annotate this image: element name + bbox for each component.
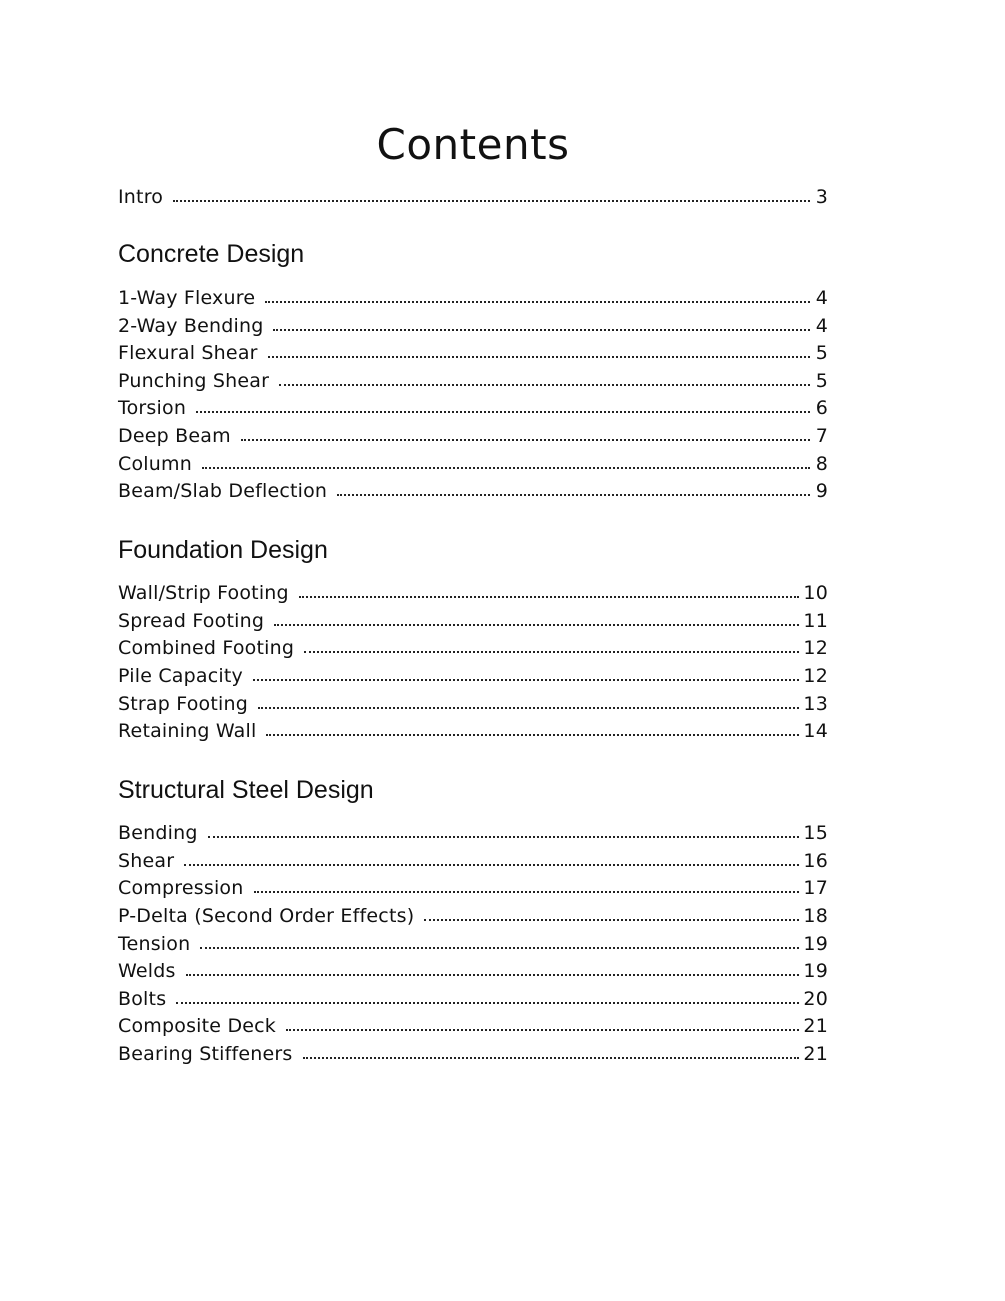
toc-entry-label: Punching Shear — [118, 370, 270, 392]
toc-entry-page: 11 — [803, 610, 828, 632]
dot-leader — [196, 411, 810, 413]
dot-leader — [266, 734, 799, 736]
toc-entry-page: 20 — [803, 988, 828, 1010]
toc-entry-page: 21 — [803, 1015, 828, 1037]
toc-entry-page: 4 — [815, 287, 828, 309]
dot-leader — [274, 624, 799, 626]
toc-entry-page: 12 — [803, 637, 828, 659]
toc-entry[interactable] — [118, 661, 828, 687]
toc-entry[interactable] — [118, 716, 828, 742]
dot-leader — [265, 301, 810, 303]
dot-leader — [268, 356, 810, 358]
toc-entry[interactable] — [118, 578, 828, 604]
dot-leader — [186, 974, 800, 976]
toc-entry[interactable] — [118, 873, 828, 899]
dot-leader — [208, 836, 800, 838]
toc-entry[interactable] — [118, 984, 828, 1010]
toc-entry-label: Shear — [118, 850, 175, 872]
toc-entry-page: 17 — [803, 877, 828, 899]
toc-entry-label: Flexural Shear — [118, 342, 258, 364]
toc-entry-label: Welds — [118, 960, 176, 982]
toc-entry[interactable] — [118, 901, 828, 927]
toc-entry-page: 19 — [803, 960, 828, 982]
toc-entry-label: Deep Beam — [118, 425, 231, 447]
toc-entry-page: 14 — [803, 720, 828, 742]
toc-entry[interactable] — [118, 393, 828, 419]
toc-entry-page: 21 — [803, 1043, 828, 1065]
toc-entry-page: 5 — [815, 370, 828, 392]
section-heading-steel: Structural Steel Design — [118, 776, 374, 804]
toc-entry[interactable] — [118, 1011, 828, 1037]
toc-entry-label: 1-Way Flexure — [118, 287, 256, 309]
dot-leader — [253, 679, 799, 681]
dot-leader — [176, 1002, 799, 1004]
toc-entry-page: 4 — [815, 315, 828, 337]
toc-entry[interactable] — [118, 929, 828, 955]
toc-entry-page: 8 — [815, 453, 828, 475]
page-title: Contents — [376, 120, 570, 169]
toc-entry-label: Column — [118, 453, 192, 475]
toc-entry-label: Composite Deck — [118, 1015, 277, 1037]
toc-entry-label: Bolts — [118, 988, 167, 1010]
toc-entry[interactable] — [118, 338, 828, 364]
toc-entry-label: Bending — [118, 822, 198, 844]
toc-entry-page: 18 — [803, 905, 828, 927]
dot-leader — [258, 707, 799, 709]
dot-leader — [286, 1029, 799, 1031]
toc-entry-page: 19 — [803, 933, 828, 955]
toc-entry-intro[interactable] — [118, 182, 828, 208]
toc-entry-label: Spread Footing — [118, 610, 265, 632]
toc-entry-label: Intro — [118, 186, 164, 208]
toc-entry[interactable] — [118, 846, 828, 872]
toc-entry-label: Pile Capacity — [118, 665, 243, 687]
toc-entry[interactable] — [118, 476, 828, 502]
toc-entry[interactable] — [118, 421, 828, 447]
dot-leader — [200, 947, 799, 949]
toc-entry[interactable] — [118, 311, 828, 337]
toc-entry-label: Torsion — [118, 397, 187, 419]
toc-entry-label: 2-Way Bending — [118, 315, 264, 337]
toc-entry[interactable] — [118, 818, 828, 844]
toc-entry[interactable] — [118, 366, 828, 392]
dot-leader — [241, 439, 810, 441]
dot-leader — [173, 200, 810, 202]
toc-entry[interactable] — [118, 449, 828, 475]
toc-entry-page: 12 — [803, 665, 828, 687]
toc-entry-label: Compression — [118, 877, 244, 899]
toc-entry-label: Bearing Stiffeners — [118, 1043, 293, 1065]
toc-entry-label: Tension — [118, 933, 191, 955]
dot-leader — [202, 467, 810, 469]
toc-entry-page: 3 — [815, 186, 828, 208]
section-heading-foundation: Foundation Design — [118, 536, 328, 564]
toc-entry-label: Beam/Slab Deflection — [118, 480, 328, 502]
dot-leader — [304, 651, 799, 653]
toc-entry-label: Combined Footing — [118, 637, 295, 659]
toc-entry[interactable] — [118, 956, 828, 982]
toc-entry-label: P-Delta (Second Order Effects) — [118, 905, 415, 927]
toc-entry[interactable] — [118, 606, 828, 632]
toc-entry[interactable] — [118, 1039, 828, 1065]
dot-leader — [184, 864, 799, 866]
toc-entry[interactable] — [118, 633, 828, 659]
toc-entry-page: 7 — [815, 425, 828, 447]
toc-entry-label: Retaining Wall — [118, 720, 257, 742]
toc-entry-label: Strap Footing — [118, 693, 248, 715]
toc-entry-page: 9 — [815, 480, 828, 502]
toc-entry-page: 5 — [815, 342, 828, 364]
dot-leader — [424, 919, 799, 921]
dot-leader — [303, 1057, 800, 1059]
toc-entry[interactable] — [118, 283, 828, 309]
toc-entry-page: 6 — [815, 397, 828, 419]
section-heading-concrete: Concrete Design — [118, 240, 305, 268]
toc-entry-label: Wall/Strip Footing — [118, 582, 289, 604]
dot-leader — [279, 384, 810, 386]
toc-entry-page: 16 — [803, 850, 828, 872]
dot-leader — [337, 494, 810, 496]
dot-leader — [273, 329, 810, 331]
toc-entry-page: 10 — [803, 582, 828, 604]
dot-leader — [299, 596, 800, 598]
toc-entry[interactable] — [118, 689, 828, 715]
toc-entry-page: 15 — [803, 822, 828, 844]
toc-entry-page: 13 — [803, 693, 828, 715]
dot-leader — [254, 891, 800, 893]
